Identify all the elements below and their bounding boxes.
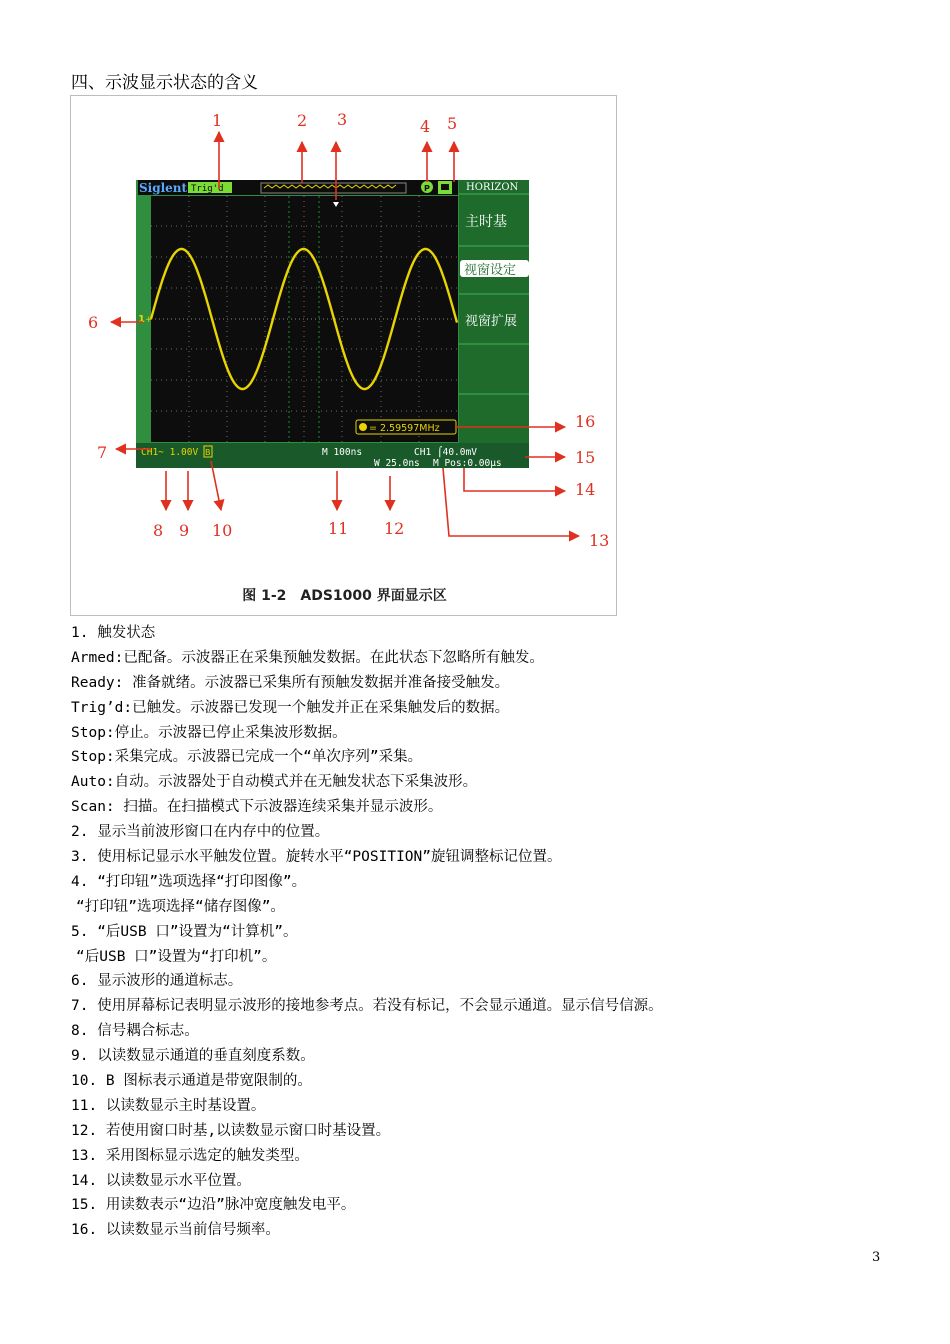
svg-text:P: P (424, 184, 430, 193)
callout-11: 11 (328, 519, 349, 538)
list-item: 16. 以读数显示当前信号频率。 (71, 1222, 280, 1239)
callout-1: 1 (212, 111, 223, 130)
list-item: Ready: 准备就绪。示波器已采集所有预触发数据并准备接受触发。 (71, 674, 510, 691)
list-item: 14. 以读数显示水平位置。 (71, 1172, 251, 1189)
trigger-level-readout: CH1 ⌠40.0mV (414, 447, 477, 458)
callout-6: 6 (88, 313, 99, 332)
list-item: 1. 触发状态 (71, 625, 156, 641)
callout-15: 15 (575, 448, 596, 467)
brand-label: Siglent (139, 181, 188, 195)
explanation-list (71, 621, 931, 1243)
list-item: 10. B 图标表示通道是带宽限制的。 (71, 1073, 312, 1090)
menu-title: HORIZON (466, 182, 519, 193)
callout-10: 10 (212, 521, 233, 540)
callout-8: 8 (153, 521, 164, 540)
trigger-status-label: Trig'd (191, 184, 224, 194)
list-item: 3. 使用标记显示水平触发位置。旋转水平“POSITION”旋钮调整标记位置。 (71, 849, 562, 866)
callout-12: 12 (384, 519, 405, 538)
list-item: 13. 采用图标显示选定的触发类型。 (71, 1147, 309, 1164)
list-item: 15. 用读数表示“边沿”脉冲宽度触发电平。 (71, 1197, 356, 1214)
list-item: Armed:已配备。示波器正在采集预触发数据。在此状态下忽略所有触发。 (71, 649, 544, 666)
menu-item-main-timebase-label: 主时基 (465, 214, 507, 230)
list-item: 11. 以读数显示主时基设置。 (71, 1097, 266, 1114)
list-item: “打印钮”选项选择“储存图像”。 (76, 898, 285, 915)
list-item: 4. “打印钮”选项选择“打印图像”。 (71, 873, 307, 890)
ch1-scale-readout: CH1~ 1.00V (141, 447, 199, 458)
list-item: 9. 以读数显示通道的垂直刻度系数。 (71, 1048, 315, 1065)
figure-caption: 图 1-2 ADS1000 界面显示区 (242, 588, 447, 604)
window-timebase-readout: W 25.0ns (374, 458, 420, 469)
callout-2: 2 (297, 111, 308, 130)
horizontal-position-readout: M Pos:0.00μs (433, 458, 502, 469)
list-item: 8. 信号耦合标志。 (71, 1023, 199, 1040)
list-item: Trig’d:已触发。示波器已发现一个触发并正在采集触发后的数据。 (71, 699, 510, 716)
callout-13: 13 (589, 531, 610, 550)
list-item: 5. “后USB 口”设置为“计算机”。 (71, 923, 298, 940)
callout-5: 5 (447, 114, 458, 133)
callout-14: 14 (575, 480, 596, 499)
callout-9: 9 (179, 521, 190, 540)
oscilloscope-figure (70, 95, 617, 616)
list-item: 12. 若使用窗口时基,以读数显示窗口时基设置。 (71, 1122, 391, 1139)
list-item: Scan: 扫描。在扫描模式下示波器连续采集并显示波形。 (71, 799, 443, 816)
menu-item-window-zoom-label: 视窗扩展 (465, 314, 518, 329)
page-number: 3 (872, 1250, 881, 1265)
svg-text:+: + (145, 315, 153, 325)
menu-item-window-set-label: 视窗设定 (464, 263, 517, 278)
list-item: 7. 使用屏幕标记表明显示波形的接地参考点。若没有标记，不会显示通道。显示信号信源。 (71, 998, 663, 1015)
channel-marker: 1 (138, 314, 145, 325)
main-timebase-readout: M 100ns (322, 447, 363, 458)
list-item: Stop:停止。示波器已停止采集波形数据。 (71, 724, 347, 741)
list-item: 2. 显示当前波形窗口在内存中的位置。 (71, 824, 330, 841)
oscilloscope-diagram (71, 96, 618, 617)
callout-7: 7 (97, 443, 108, 462)
frequency-readout: = 2.59597MHz (369, 423, 440, 434)
list-item: 6. 显示波形的通道标志。 (71, 973, 243, 990)
list-item: Auto:自动。示波器处于自动模式并在无触发状态下采集波形。 (71, 774, 478, 791)
callout-16: 16 (575, 412, 596, 431)
bandwidth-limit-badge: B (205, 448, 211, 457)
list-item: Stop:采集完成。示波器已完成一个“单次序列”采集。 (71, 749, 423, 766)
section-heading: 四、示波显示状态的含义 (71, 73, 258, 93)
list-item: “后USB 口”设置为“打印机”。 (76, 948, 277, 965)
callout-4: 4 (420, 117, 431, 136)
callout-3: 3 (337, 110, 348, 129)
